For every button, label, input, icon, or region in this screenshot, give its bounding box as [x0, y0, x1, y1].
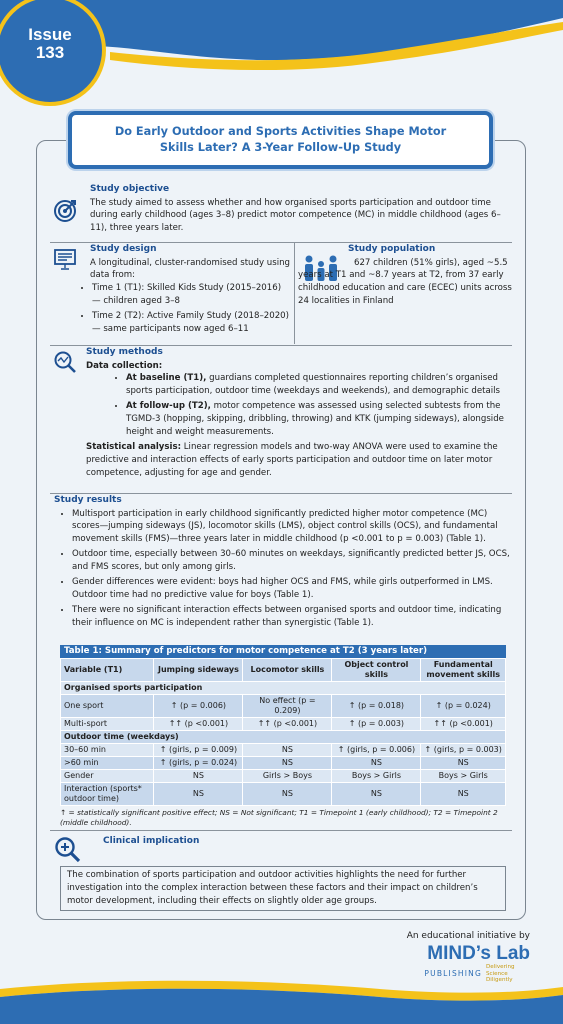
- table-cell: No effect (p = 0.209): [243, 694, 332, 717]
- table-cell: ↑↑ (p <0.001): [243, 717, 332, 730]
- table-row: [61, 782, 506, 805]
- table-cell: NS: [243, 782, 332, 805]
- table-row: [61, 769, 506, 782]
- issue-label: Issue: [28, 25, 72, 44]
- table-cell: ↑ (girls, p = 0.006): [332, 743, 421, 756]
- clinical-heading: Clinical implication: [103, 836, 200, 846]
- clinical-text-box: [60, 866, 506, 911]
- table-cell: ↑ (p = 0.006): [154, 694, 243, 717]
- table-caption: Table 1: Summary of predictors for motor competence at T2 (3 years later): [60, 645, 506, 658]
- page-title: Do Early Outdoor and Sports Activities Shape Motor Skills Later? A 3-Year Follow-Up Study: [114, 124, 447, 154]
- table-cell: NS: [154, 769, 243, 782]
- divider: [50, 830, 512, 831]
- table-cell: 30–60 min: [61, 743, 154, 756]
- table-section-row: [61, 681, 506, 694]
- table-row: [61, 756, 506, 769]
- table-row: [61, 694, 506, 717]
- table-cell: ↑↑ (p <0.001): [154, 717, 243, 730]
- list-item: • Time 2 (T2): Active Family Study (2018–2020) — same participants now aged 6–11: [92, 310, 290, 336]
- table-cell: ↑ (p = 0.003): [332, 717, 421, 730]
- title-box: [68, 111, 493, 169]
- list-item: • Gender differences were evident: boys had higher OCS and FMS, while girls outperformed in LMS. Outdoor time had no predictive value for boys (Table 1).: [72, 576, 512, 602]
- table-cell: Girls > Boys: [243, 769, 332, 782]
- list-item: • Outdoor time, especially between 30–60 minutes on weekdays, significantly predicted better JS, OCS, and FMS scores, but only among girls.: [72, 548, 512, 574]
- section-label: Organised sports participation: [61, 681, 506, 694]
- table-cell: NS: [243, 743, 332, 756]
- table-cell: ↑ (girls, p = 0.009): [154, 743, 243, 756]
- brand-name: MIND’s Lab: [427, 942, 530, 964]
- population-section: [298, 243, 512, 308]
- analysis-paragraph: [86, 441, 512, 480]
- list-item: • Multisport participation in early childhood significantly predicted higher motor competence (MC) scores—jumping sideways (JS), locomotor skills (LMS), object control skills (OCS), and fundamental movement skills (FMS)—three years later in middle childhood (p <0.001 to p = 0.003) (Table 1).: [72, 508, 512, 547]
- table-cell: Gender: [61, 769, 154, 782]
- results-list: [50, 508, 512, 630]
- objective-section: [90, 183, 512, 235]
- clinical-text: The combination of sports participation and outdoor activities highlights the need for further investigation into the complex interaction between these factors and their impact on children’s motor development, including their effects on slightly older age groups.: [67, 870, 478, 906]
- results-section: [50, 494, 512, 632]
- table-row: [61, 717, 506, 730]
- table-footnote: ↑ = statistically significant positive effect; NS = Not significant; T1 = Timepoint 1 (early childhood); T2 = Timepoint 2 (middle childhood).: [60, 807, 498, 827]
- divider-vertical: [294, 242, 295, 344]
- table-cell: NS: [243, 756, 332, 769]
- analysis-label: Statistical analysis:: [86, 441, 182, 452]
- table-row: [61, 743, 506, 756]
- list-item: [126, 372, 512, 398]
- design-intro: A longitudinal, cluster-randomised study using data from:: [90, 257, 290, 281]
- analysis-text: Linear regression models and two-way ANOVA were used to examine the predictive and interaction effects of early sports participation and outdoor time on later motor competence, adjusting for age and gender.: [86, 441, 498, 478]
- presentation-icon: [53, 247, 77, 271]
- results-table: [60, 658, 506, 806]
- table-cell: >60 min: [61, 756, 154, 769]
- methods-section: [86, 346, 512, 480]
- methods-list: [86, 372, 512, 438]
- table-cell: Interaction (sports* outdoor time): [61, 782, 154, 805]
- magnifier-plus-icon: [54, 836, 82, 864]
- table-cell: ↑ (girls, p = 0.003): [421, 743, 506, 756]
- bottom-wave-decoration: [0, 975, 563, 1024]
- column-header: Variable (T1): [61, 658, 154, 681]
- initiative-text: An educational initiative by: [406, 931, 530, 941]
- table-cell: ↑ (p = 0.024): [421, 694, 506, 717]
- design-heading: Study design: [90, 244, 157, 254]
- table-cell: NS: [332, 756, 421, 769]
- table-cell: ↑↑ (p <0.001): [421, 717, 506, 730]
- results-table-block: [60, 645, 506, 827]
- column-header: Locomotor skills: [243, 658, 332, 681]
- design-section: [82, 243, 290, 338]
- population-text: 627 children (51% girls), aged ~5.5 years at T1 and ~8.7 years at T2, from 37 early childhood education and care (ECEC) units across 24 localities in Finland: [298, 257, 512, 307]
- section-label: Outdoor time (weekdays): [61, 730, 506, 743]
- results-heading: Study results: [54, 495, 122, 505]
- objective-text: The study aimed to assess whether and how organised sports participation and outdoor time during early childhood (ages 3–8) predict motor competence (MC) in middle childhood (ages 6–11), three years later.: [90, 197, 501, 234]
- followup-text: motor competence was assessed using selected subtests from the TGMD-3 (hopping, skipping, dribbling, throwing) and KTK (jumping sideways), alongside height and weight measurements.: [126, 401, 504, 437]
- issue-badge: [0, 0, 106, 106]
- magnifier-chart-icon: [53, 350, 77, 374]
- list-item: • Time 1 (T1): Skilled Kids Study (2015–2016) — children aged 3–8: [92, 282, 290, 308]
- table-cell: NS: [421, 756, 506, 769]
- table-cell: NS: [421, 782, 506, 805]
- column-header: Jumping sideways: [154, 658, 243, 681]
- table-header-row: [61, 658, 506, 681]
- followup-label: At follow-up (T2),: [126, 401, 211, 412]
- table-cell: ↑ (p = 0.018): [332, 694, 421, 717]
- list-item: [126, 400, 512, 439]
- table-cell: ↑ (girls, p = 0.024): [154, 756, 243, 769]
- publishing-label: PUBLISHING: [424, 968, 482, 978]
- issue-number: 133: [35, 42, 65, 62]
- table-cell: Multi-sport: [61, 717, 154, 730]
- population-heading: Study population: [348, 244, 436, 254]
- target-icon: [53, 199, 77, 223]
- methods-heading: Study methods: [86, 347, 163, 357]
- table-cell: NS: [332, 782, 421, 805]
- column-header: Object control skills: [332, 658, 421, 681]
- baseline-label: At baseline (T1),: [126, 373, 207, 384]
- table-cell: Boys > Girls: [421, 769, 506, 782]
- table-cell: NS: [154, 782, 243, 805]
- column-header: Fundamental movement skills: [421, 658, 506, 681]
- design-list: [78, 282, 290, 336]
- table-cell: One sport: [61, 694, 154, 717]
- baseline-text: guardians completed questionnaires reporting children’s organised sports participation, outdoor time (weekdays and weekends), and demographic details: [126, 373, 501, 397]
- objective-heading: Study objective: [90, 184, 170, 194]
- collection-label: Data collection:: [86, 360, 163, 371]
- table-section-row: [61, 730, 506, 743]
- table-cell: Boys > Girls: [332, 769, 421, 782]
- list-item: • There were no significant interaction effects between organised sports and outdoor time, indicating their influence on MC is independent rather than synergistic (Table 1).: [72, 604, 512, 630]
- tagline: Delivering Science Diligently: [486, 964, 515, 983]
